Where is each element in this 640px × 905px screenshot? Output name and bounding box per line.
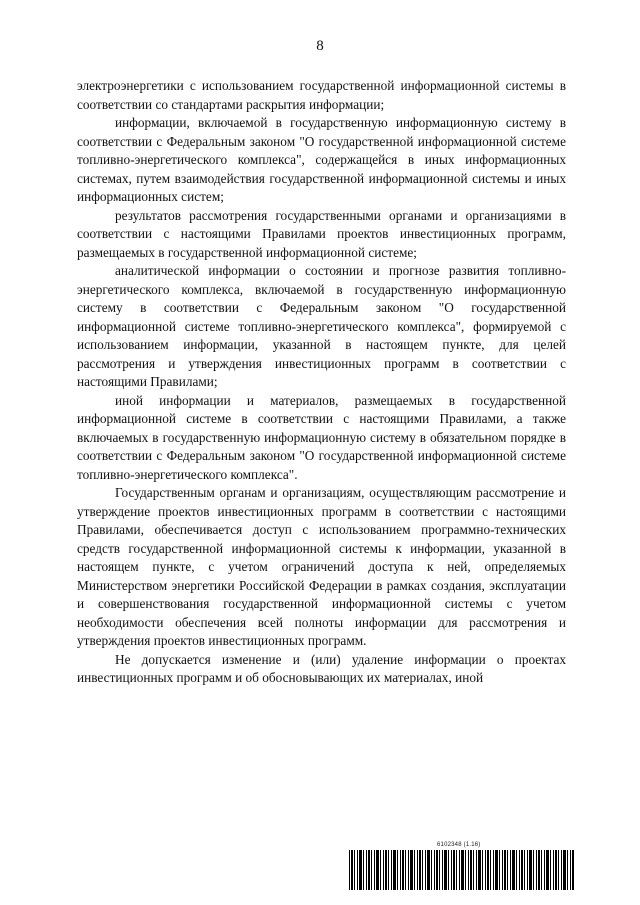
paragraph-6: Государственным органам и организациям, осуществляющим рассмотрение и утверждение проектов инвестиционных программ в соответствии с настоящими Правилами, обеспечивается доступ с использованием программно-технических средств государственной информационной системы к информации, указанной в настоящем пункте, с учетом ограничений доступа к ней, определяемых Министерством энергетики Российской Федерации в рамках создания, эксплуатации и совершенствования государственной информационной системы с учетом необходимости обеспечения всей полноты информации для рассмотрения и утверждения проектов инвестиционных программ.: [77, 485, 566, 648]
document-barcode: [349, 842, 574, 890]
paragraph-5: иной информации и материалов, размещаемых в государственной информационной системе в соответствии с настоящими Правилами, а также включаемых в государственную информационную систему в обязательном порядке в соответствии с Федеральным законом "О государственной информационной системе топливно-энергетического комплекса".: [77, 392, 566, 482]
paragraph-3: результатов рассмотрения государственными органами и организациями в соответствии с настоящими Правилами проектов инвестиционных программ, размещаемых в государственной информационной системе;: [77, 207, 566, 260]
paragraph-7: Не допускается изменение и (или) удаление информации о проектах инвестиционных программ и об обосновывающих их материалах, иной: [77, 651, 566, 685]
paragraph-4: аналитической информации о состоянии и прогнозе развития топливно-энергетического комплекса, включаемой в государственную информационную систему в соответствии с Федеральным законом "О государственной информационной системе топливно-энергетического комплекса", формируемой с использованием информации, указанной в настоящем пункте, для целей рассмотрения и утверждения инвестиционных программ в соответствии с настоящими Правилами;: [77, 263, 566, 389]
page-number: 8: [316, 38, 324, 54]
document-body: [77, 77, 566, 688]
barcode-icon: [349, 850, 574, 890]
barcode-label: 6102348 (1.16): [437, 842, 481, 848]
paragraph-2: информации, включаемой в государственную информационную систему в соответствии с Федеральным законом "О государственной информационной системе топливно-энергетического комплекса", содержащейся в иных информационных системах, путем взаимодействия государственной информационной системы и иных информационных систем;: [77, 115, 566, 204]
paragraph-1: электроэнергетики с использованием государственной информационной системы в соответствии со стандартами раскрытия информации;: [77, 78, 566, 112]
